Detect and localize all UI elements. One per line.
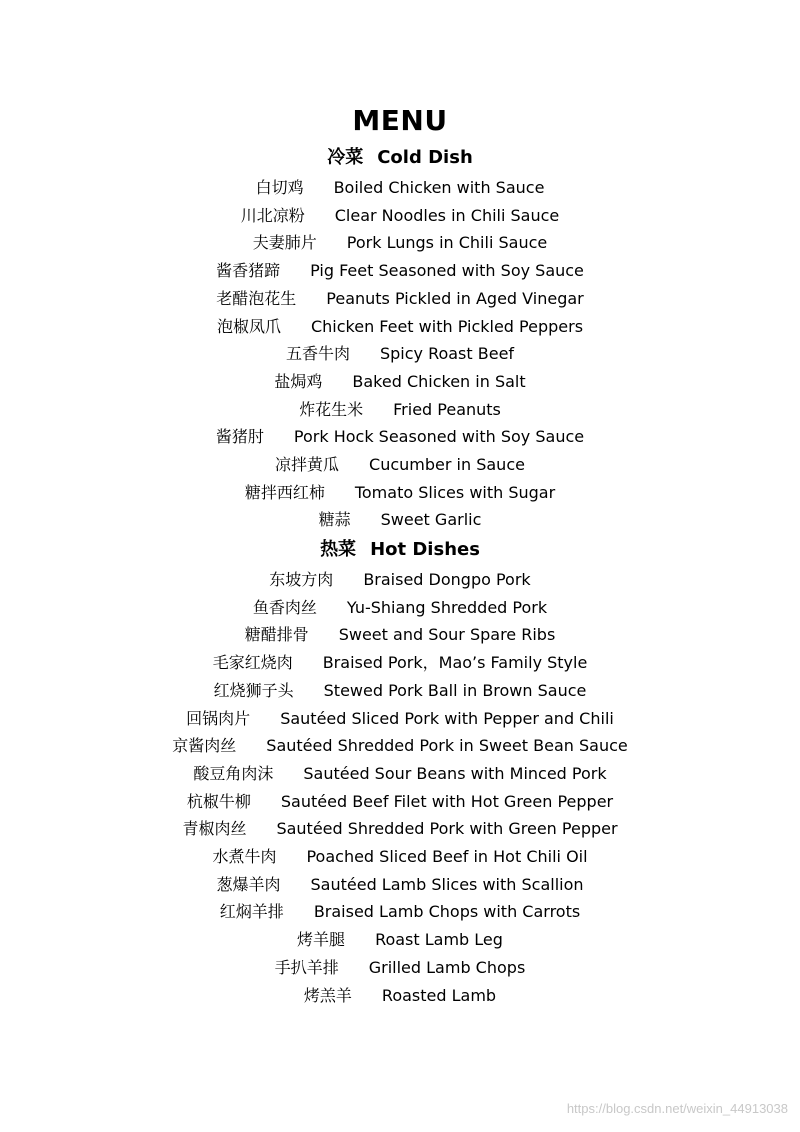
menu-item xyxy=(0,232,800,254)
menu-item-en: Cucumber in Sauce xyxy=(369,455,525,474)
menu-item-en: Sautéed Lamb Slices with Scallion xyxy=(310,874,584,894)
menu-item-zh: 红焖羊排 xyxy=(219,902,284,922)
menu-item-zh: 泡椒凤爪 xyxy=(216,316,281,336)
menu-item-zh: 五香牛肉 xyxy=(285,344,350,364)
menu-item-en: Braised Dongpo Pork xyxy=(363,570,531,589)
menu-item-zh: 糖拌西红柿 xyxy=(244,482,325,502)
hot-dishes-heading xyxy=(0,538,800,562)
menu-item xyxy=(0,260,800,282)
menu-item-zh: 夫妻肺片 xyxy=(252,233,317,253)
menu-item-en: Pork Lungs in Chili Sauce xyxy=(346,233,548,253)
menu-item-en: Tomato Slices with Sugar xyxy=(354,482,556,502)
menu-item-en: Sautéed Beef Filet with Hot Green Pepper xyxy=(280,791,614,811)
menu-item-en: Pork Hock Seasoned with Soy Sauce xyxy=(293,427,585,447)
menu-item-en: Braised Pork，Mao’s Family Style xyxy=(322,653,588,673)
menu-item-zh: 酸豆角肉沫 xyxy=(193,763,274,783)
menu-item xyxy=(0,957,800,979)
menu-item-en: Sautéed Shredded Pork with Green Pepper xyxy=(276,819,618,839)
menu-item xyxy=(0,482,800,504)
watermark: https://blog.csdn.net/weixin_44913038 xyxy=(566,1101,788,1116)
menu-item-zh: 盐焗鸡 xyxy=(274,371,323,391)
menu-item-zh: 凉拌黄瓜 xyxy=(275,455,340,474)
menu-item-en: Sautéed Shredded Pork in Sweet Bean Sauce xyxy=(266,736,628,756)
menu-item-en: Peanuts Pickled in Aged Vinegar xyxy=(326,288,584,308)
menu-item xyxy=(0,791,800,813)
menu-item xyxy=(0,343,800,365)
menu-item xyxy=(0,288,800,310)
menu-item-en: Sweet Garlic xyxy=(380,510,482,530)
menu-item-zh: 白切鸡 xyxy=(255,178,304,197)
menu-item-zh: 京酱肉丝 xyxy=(172,736,237,756)
menu-item-zh: 红烧狮子头 xyxy=(213,680,294,700)
menu-item xyxy=(0,624,800,646)
menu-title: MENU xyxy=(352,104,448,137)
menu-item-en: Baked Chicken in Salt xyxy=(352,371,526,391)
menu-item-en: Poached Sliced Beef in Hot Chili Oil xyxy=(306,847,588,866)
menu-item-zh: 回锅肉片 xyxy=(186,708,251,728)
menu-item-zh: 川北凉粉 xyxy=(240,205,305,225)
menu-item-en: Grilled Lamb Chops xyxy=(368,957,526,977)
menu-item-en: Clear Noodles in Chili Sauce xyxy=(334,205,560,225)
menu-item xyxy=(0,985,800,1007)
menu-item xyxy=(0,371,800,393)
menu-item xyxy=(0,399,800,421)
menu-item-en: Stewed Pork Ball in Brown Sauce xyxy=(323,680,587,700)
menu-item xyxy=(0,205,800,227)
menu-item xyxy=(0,846,800,868)
menu-item-zh: 烤羔羊 xyxy=(303,985,352,1005)
menu-item-en: Fried Peanuts xyxy=(393,399,501,419)
menu-item-zh: 杭椒牛柳 xyxy=(186,791,251,811)
menu-item-en: Pig Feet Seasoned with Soy Sauce xyxy=(310,261,584,281)
menu-item-zh: 葱爆羊肉 xyxy=(216,874,281,894)
menu-item xyxy=(0,597,800,619)
menu-item xyxy=(0,426,800,448)
menu-item-en: Sautéed Sour Beans with Minced Pork xyxy=(303,763,607,783)
menu-item-en: Sautéed Sliced Pork with Pepper and Chili xyxy=(280,708,614,728)
menu-item xyxy=(0,652,800,674)
menu-item xyxy=(0,316,800,338)
menu-item-zh: 烤羊腿 xyxy=(297,930,346,950)
menu-item-zh: 糖蒜 xyxy=(318,510,351,530)
menu-item-en: Chicken Feet with Pickled Peppers xyxy=(310,316,584,336)
menu-item xyxy=(0,509,800,531)
menu-item-zh: 东坡方肉 xyxy=(269,570,334,589)
menu-item-en: Spicy Roast Beef xyxy=(379,344,515,364)
menu-item xyxy=(0,569,800,591)
menu-item-zh: 水煮牛肉 xyxy=(212,847,277,866)
menu-item-zh: 酱香猪蹄 xyxy=(216,261,281,281)
menu-item-zh: 糖醋排骨 xyxy=(244,625,309,645)
menu-item-en: Boiled Chicken with Sauce xyxy=(333,178,545,197)
menu-item xyxy=(0,901,800,923)
hot-dishes-heading-zh: 热菜 xyxy=(320,539,357,560)
menu-item-zh: 鱼香肉丝 xyxy=(252,597,317,617)
menu-item-en: Roast Lamb Leg xyxy=(375,930,503,950)
menu-item-zh: 毛家红烧肉 xyxy=(212,653,293,673)
menu-item-en: Sweet and Sour Spare Ribs xyxy=(338,625,556,645)
menu-item xyxy=(0,874,800,896)
menu-item xyxy=(0,763,800,785)
menu-item-en: Yu-Shiang Shredded Pork xyxy=(346,597,548,617)
menu-item xyxy=(0,735,800,757)
menu-item-en: Roasted Lamb xyxy=(381,985,497,1005)
cold-dish-heading-zh: 冷菜 xyxy=(327,147,364,168)
menu-item-en: Braised Lamb Chops with Carrots xyxy=(313,902,581,922)
menu-item xyxy=(0,680,800,702)
menu-item xyxy=(0,177,800,199)
menu-item-zh: 酱猪肘 xyxy=(215,427,264,447)
menu-item-zh: 青椒肉丝 xyxy=(182,819,247,839)
menu-item xyxy=(0,929,800,951)
menu-item xyxy=(0,454,800,476)
menu-item xyxy=(0,818,800,840)
menu-item-zh: 老醋泡花生 xyxy=(216,288,297,308)
cold-dish-heading-en: Cold Dish xyxy=(377,147,473,168)
menu-item-zh: 手扒羊排 xyxy=(274,957,339,977)
cold-dish-heading xyxy=(0,146,800,170)
hot-dishes-heading-en: Hot Dishes xyxy=(370,539,480,560)
menu-item xyxy=(0,708,800,730)
menu-item-zh: 炸花生米 xyxy=(299,399,364,419)
